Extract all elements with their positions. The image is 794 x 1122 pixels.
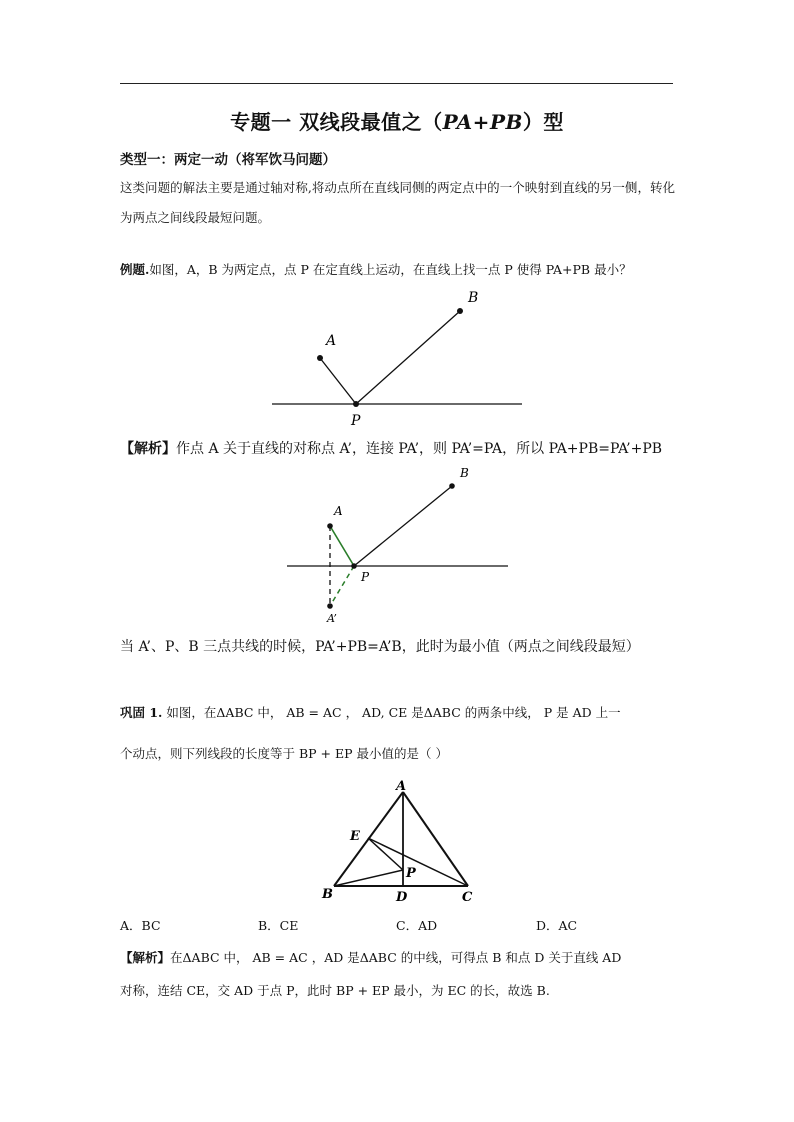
figure-analysis: [287, 466, 508, 625]
analysis2-line2: 对称，连结 CE，交 AD 于点 P，此时 BP + EP 最小，为 EC 的长，故选 B.: [120, 983, 550, 998]
label-p: P: [351, 413, 361, 429]
label-tri-a: A: [396, 779, 407, 794]
point-p-2: [351, 563, 357, 569]
segment-pa2-green: [330, 566, 354, 606]
exercise-line2: 个动点，则下列线段的长度等于 BP + EP 最小值的是（ ）: [120, 746, 448, 761]
analysis1-label: 【解析】: [120, 441, 176, 457]
median-ce: [368, 838, 468, 886]
analysis1-text: 作点 A 关于直线的对称点 A’，连接 PA’，则 PA’=PA，所以 PA+PB=PA’+PB: [176, 441, 663, 457]
figure-triangle: [321, 779, 473, 905]
option-b: B．CE: [258, 918, 299, 933]
label-a2: A’: [327, 612, 337, 625]
point-a2: [327, 603, 333, 609]
conclusion-line: 当 A’、P、B 三点共线的时候，PA’+PB=A’B，此时为最小值（两点之间线段最短）: [120, 639, 640, 655]
label-b: B: [468, 290, 479, 306]
label-tri-b: B: [322, 887, 333, 902]
label-tri-p: P: [406, 866, 416, 881]
segment-pb-2: [354, 486, 452, 566]
segment-pb: [356, 311, 460, 404]
analysis2-label: 【解析】: [120, 950, 171, 965]
segment-ep: [368, 838, 403, 870]
segment-pa: [320, 358, 356, 404]
label-b-2: B: [460, 466, 469, 480]
label-tri-e: E: [350, 829, 360, 844]
analysis2-text1: 在ΔABC 中， AB = AC ，AD 是ΔABC 的中线，可得点 B 和点 D 关于直线 AD: [170, 950, 622, 965]
analysis1-line: [120, 438, 662, 458]
option-d: D．AC: [536, 918, 578, 933]
title-formula: PA+PB: [442, 110, 523, 134]
label-p-2: P: [361, 570, 370, 584]
option-c: C．AD: [396, 918, 438, 933]
label-tri-c: C: [462, 890, 473, 905]
exercise-line1: [120, 703, 621, 721]
label-tri-d: D: [396, 890, 408, 905]
option-a: A．BC: [120, 918, 161, 933]
segment-ap-green: [330, 526, 354, 566]
example-label: 例题.: [120, 262, 150, 277]
exercise-label: 巩固 1.: [120, 705, 163, 720]
point-a-2: [327, 523, 333, 529]
label-a: A: [326, 333, 337, 349]
example-text: 如图，A，B 为两定点，点 P 在定直线上运动，在直线上找一点 P 使得 PA+PB 最小？: [149, 262, 632, 277]
section-heading: 类型一：两定一动（将军饮马问题）: [120, 152, 336, 168]
analysis2-line1: [120, 948, 621, 966]
intro-paragraph: 这类问题的解法主要是通过轴对称,将动点所在直线同侧的两定点中的一个映射到直线的另一侧，转化为两点之间线段最短问题。: [120, 180, 675, 225]
title-prefix: 专题一 双线段最值之（: [230, 110, 443, 134]
point-b-2: [449, 483, 455, 489]
figure-example: [272, 290, 522, 429]
title-suffix: ）型: [522, 110, 564, 134]
point-b: [457, 308, 463, 314]
point-p: [353, 401, 359, 407]
label-a-2: A: [334, 504, 343, 518]
point-a: [317, 355, 323, 361]
exercise-text1: 如图，在ΔABC 中， AB = AC ， AD, CE 是ΔABC 的两条中线， P 是 AD 上一: [166, 705, 621, 720]
